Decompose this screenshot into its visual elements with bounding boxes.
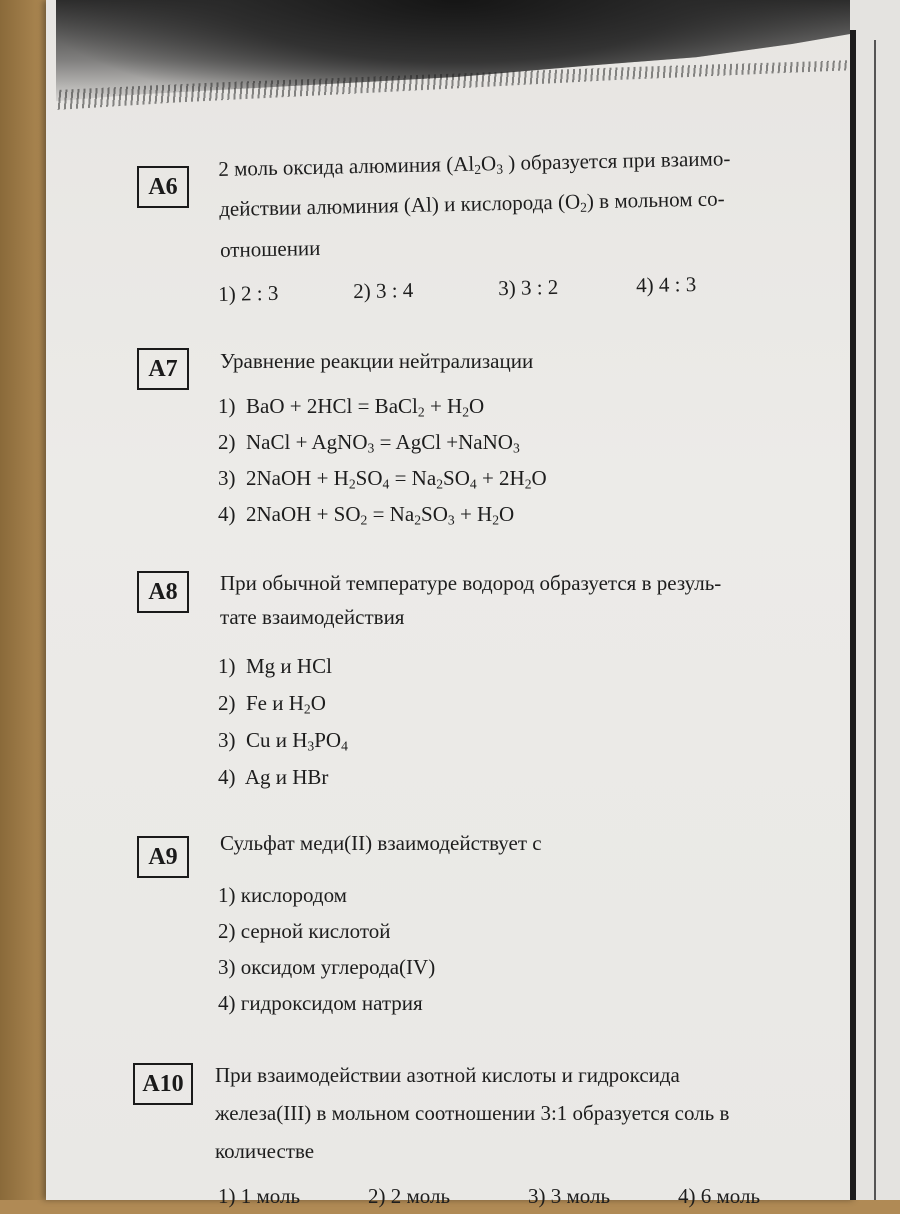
answer-option [218, 466, 547, 492]
formula-text: PO [314, 728, 342, 752]
answer-option: 1) 2 : 3 [218, 280, 279, 306]
answer-option [218, 765, 328, 790]
subscript: 2 [580, 200, 588, 216]
answer-option: 4) 4 : 3 [635, 271, 697, 298]
subscript: 3 [367, 440, 375, 456]
formula-text: Fe и H [246, 691, 304, 715]
formula-text: = Na [367, 502, 415, 526]
formula-text: SO [421, 502, 448, 526]
answer-option: 3) 3 моль [528, 1184, 611, 1208]
formula-text: = Na [389, 466, 437, 490]
subscript: 4 [382, 476, 390, 492]
subscript: 2 [492, 512, 500, 528]
formula-text: O [310, 691, 326, 715]
formula-text: = AgCl +NaNO [374, 430, 513, 454]
question-number: А8 [148, 578, 178, 605]
subscript: 2 [417, 404, 425, 420]
question-label-a10 [133, 1063, 193, 1105]
formula-text: + H [454, 502, 493, 526]
text-fragment: O [480, 151, 497, 176]
text-fragment: ) образуется при взаимо- [502, 146, 731, 176]
option-number: 4) [218, 765, 245, 789]
answer-option [218, 654, 332, 679]
option-number: 1) [218, 394, 246, 418]
answer-option [218, 728, 348, 754]
option-number: 4) [218, 502, 246, 526]
formula-text: NaCl + AgNO [246, 430, 368, 454]
question-line: тате взаимодействия [220, 605, 405, 629]
formula-text: 2NaOH + SO [246, 502, 361, 526]
formula-text: SO [443, 466, 470, 490]
answer-option: 4) гидроксидом натрия [218, 991, 423, 1015]
question-text-a6 [218, 141, 732, 267]
answer-option: 2) 3 : 4 [352, 277, 414, 304]
answer-option: 3) 3 : 2 [497, 274, 559, 301]
subscript: 2 [360, 512, 368, 528]
formula-text: O [531, 466, 547, 490]
subscript: 2 [436, 476, 444, 492]
subscript: 2 [524, 476, 532, 492]
formula-text: SO [355, 466, 383, 490]
formula-text: Ag и HBr [244, 765, 329, 789]
option-number: 3) [218, 466, 246, 490]
subscript: 3 [307, 738, 315, 754]
text-fragment: действии алюминия (Al) и кислорода (O [218, 189, 581, 222]
option-number: 2) [218, 430, 246, 454]
subscript: 2 [414, 512, 422, 528]
question-label-a6 [137, 166, 189, 208]
question-text-a10 [215, 1056, 729, 1170]
answer-option: 4) 6 моль [678, 1184, 761, 1208]
answer-option [218, 394, 484, 420]
formula-text: 2NaOH + H [246, 466, 349, 490]
answer-option [218, 430, 520, 456]
question-text-a7: Уравнение реакции нейтрализации [220, 349, 534, 373]
answer-option: 2) серной кислотой [218, 919, 391, 943]
question-number: А9 [148, 843, 178, 870]
answer-options-a10 [218, 1184, 778, 1214]
subscript: 3 [512, 440, 520, 456]
subscript: 3 [447, 512, 455, 528]
subscript: 4 [469, 476, 477, 492]
question-number: А7 [148, 355, 178, 382]
subscript: 2 [348, 476, 356, 492]
question-text-a9: Сульфат меди(II) взаимодействует с [220, 831, 542, 855]
question-line: При взаимодействии азотной кислоты и гидроксида [215, 1063, 680, 1087]
option-number: 1) [218, 654, 246, 678]
formula-text: Cu и H [246, 728, 308, 752]
subscript: 2 [474, 161, 482, 178]
subscript: 3 [496, 161, 504, 177]
formula-text: O [469, 394, 485, 418]
question-line: количестве [215, 1139, 315, 1163]
text-fragment: ) в мольном со- [586, 186, 725, 214]
option-number: 3) [218, 728, 246, 752]
text-fragment: 2 моль оксида алюминия (Al [218, 151, 475, 181]
question-line: При обычной температуре водород образуется в резуль- [220, 571, 722, 595]
formula-text: + H [424, 394, 463, 418]
question-text-a8 [220, 566, 721, 634]
question-label-a9 [137, 836, 189, 878]
answer-option [218, 691, 326, 717]
answer-option: 3) оксидом углерода(IV) [218, 955, 436, 979]
subscript: 2 [303, 701, 311, 717]
formula-text: Mg и HCl [246, 654, 332, 678]
subscript: 4 [341, 738, 348, 754]
question-number: А6 [148, 173, 178, 200]
formula-text: + 2H [476, 466, 525, 490]
formula-text: BaO + 2HCl = BaCl [246, 394, 418, 418]
formula-text: O [499, 502, 515, 526]
subscript: 2 [462, 404, 470, 420]
question-label-a8 [137, 571, 189, 613]
page-border-line [850, 30, 856, 1200]
answer-option: 1) 1 моль [218, 1184, 301, 1208]
option-number: 2) [218, 691, 246, 715]
page-border-line-thin [874, 40, 876, 1200]
answer-option: 2) 2 моль [368, 1184, 451, 1208]
answer-option: 1) кислородом [218, 883, 347, 907]
question-line: отношении [219, 235, 321, 262]
question-label-a7 [137, 348, 189, 390]
question-line: железа(III) в мольном соотношении 3:1 образуется соль в [215, 1101, 730, 1125]
answer-option [218, 502, 514, 528]
question-number: А10 [142, 1070, 184, 1097]
